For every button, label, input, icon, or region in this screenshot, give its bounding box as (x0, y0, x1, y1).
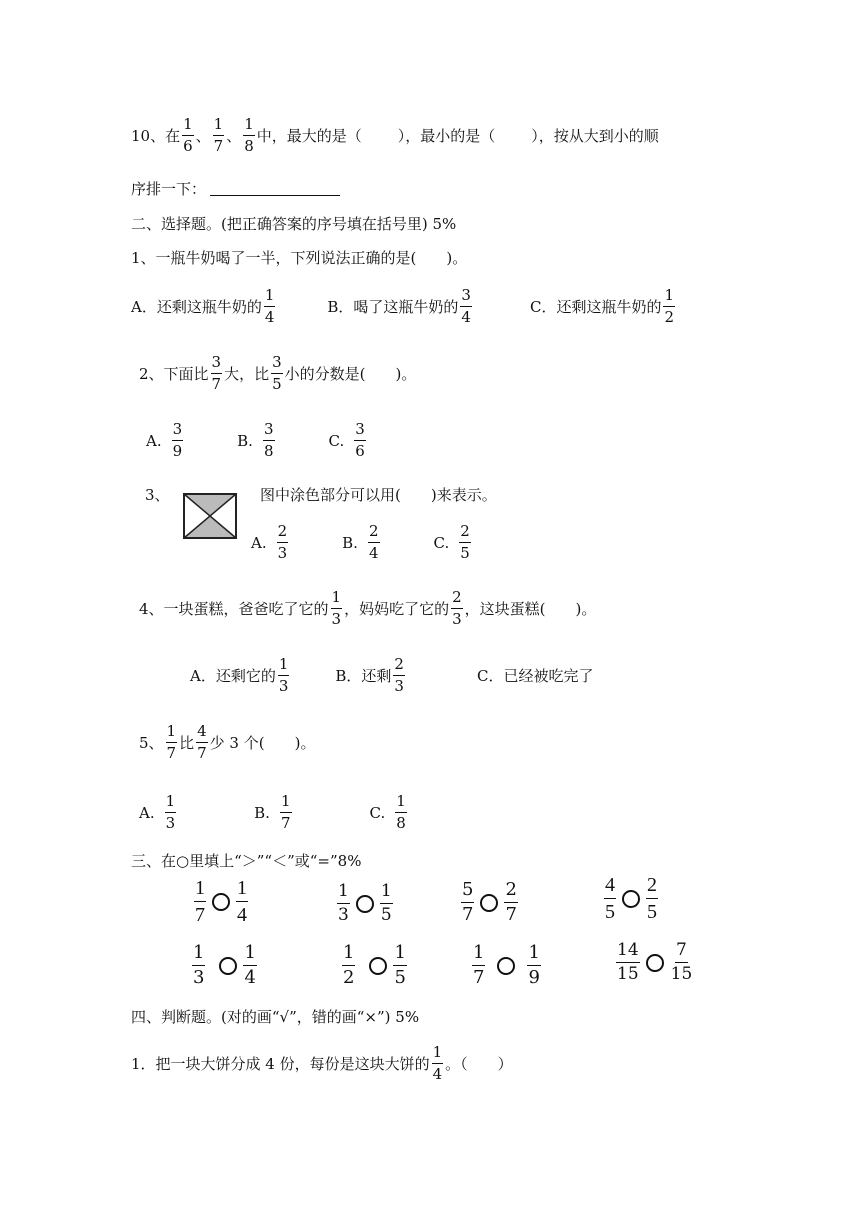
compare-circle[interactable] (219, 957, 237, 975)
q3-number: 3、 (145, 486, 170, 504)
fraction: $\frac{1}{6}$ (183, 115, 193, 155)
compare-item: $\frac{1}{7}$ $\frac{1}{4}$ (195, 877, 247, 926)
fraction: $\frac{3}{4}$ (461, 286, 471, 326)
compare-item: $\frac{1}{2}$ $\frac{1}{5}$ (343, 942, 406, 988)
q5-stem: 5、 $\frac{1}{7}$ 比 $\frac{4}{7}$ 少 3 个( )。 (139, 722, 316, 762)
compare-circle[interactable] (497, 957, 515, 975)
judge-q1: 1．把一块大饼分成 4 份，每份是这块大饼的 $\frac{1}{4}$ 。（ ） (131, 1043, 513, 1083)
q4-stem: 4、一块蛋糕，爸爸吃了它的 $\frac{1}{3}$ ，妈妈吃了它的 $\frac{2}{3}$ ，这块蛋糕( )。 (139, 588, 597, 628)
compare-item: $\frac{4}{5}$ $\frac{2}{5}$ (605, 874, 657, 923)
compare-item: $\frac{1}{3}$ $\frac{1}{5}$ (338, 881, 392, 925)
fraction: $\frac{1}{4}$ (432, 1043, 443, 1083)
compare-circle[interactable] (356, 895, 374, 913)
shaded-square-figure (183, 493, 237, 539)
answer-blank[interactable] (210, 181, 340, 196)
fraction: $\frac{3}{9}$ (172, 420, 183, 460)
fraction: $\frac{1}{3}$ (331, 588, 342, 628)
compare-circle[interactable] (480, 894, 498, 912)
fraction: $\frac{3}{5}$ (272, 353, 282, 393)
fraction: $\frac{1}{4}$ (264, 286, 275, 326)
compare-item: $\frac{5}{7}$ $\frac{2}{7}$ (462, 879, 517, 925)
compare-item: $\frac{1}{7}$ $\frac{1}{9}$ (473, 942, 540, 988)
fraction: $\frac{1}{7}$ (280, 792, 291, 832)
compare-circle[interactable] (646, 954, 664, 972)
fraction: $\frac{2}{3}$ (452, 588, 462, 628)
q4-options: A．还剩它的 $\frac{1}{3}$ B．还剩 $\frac{2}{3}$ C．已经被吃完了 (190, 655, 594, 695)
question-stem: 1、一瓶牛奶喝了一半，下列说法正确的是( )。 (131, 249, 468, 267)
compare-item: $\frac{1}{3}$ $\frac{1}{4}$ (193, 942, 256, 988)
fraction: $\frac{1}{7}$ (213, 115, 224, 155)
compare-circle[interactable] (622, 890, 640, 908)
fraction: $\frac{3}{7}$ (211, 353, 222, 393)
fraction: $\frac{1}{3}$ (278, 655, 289, 695)
fraction: $\frac{4}{7}$ (197, 722, 207, 762)
fraction: $\frac{1}{2}$ (664, 286, 674, 326)
fraction: $\frac{2}{5}$ (460, 522, 470, 562)
q2-options: A. $\frac{3}{9}$ B. $\frac{3}{8}$ C. $\frac{3}{6}$ (146, 420, 365, 460)
compare-circle[interactable] (369, 957, 387, 975)
fraction: $\frac{2}{4}$ (368, 522, 379, 562)
q10-line2: 序排一下： (131, 178, 340, 199)
fraction: $\frac{1}{8}$ (244, 115, 254, 155)
fraction: $\frac{3}{8}$ (263, 420, 274, 460)
q5-options: A. $\frac{1}{3}$ B. $\frac{1}{7}$ C. $\frac{1}{8}$ (139, 792, 406, 832)
fraction: $\frac{1}{8}$ (396, 792, 406, 832)
fraction: $\frac{3}{6}$ (355, 420, 365, 460)
q1-options: A．还剩这瓶牛奶的 $\frac{1}{4}$ B．喝了这瓶牛奶的 $\frac{3}{4}$ C．还剩这瓶牛奶的 $\frac{1}{2}$ (131, 286, 674, 326)
fraction: $\frac{2}{3}$ (394, 655, 404, 695)
fraction: $\frac{1}{3}$ (165, 792, 176, 832)
fraction: $\frac{1}{7}$ (166, 722, 177, 762)
fraction: $\frac{2}{3}$ (277, 522, 288, 562)
compare-item: $\frac{14}{15}$ $\frac{7}{15}$ (617, 940, 693, 984)
q2-stem: 2、下面比 $\frac{3}{7}$ 大，比 $\frac{3}{5}$ 小的分数是( )。 (139, 353, 417, 393)
compare-circle[interactable] (212, 893, 230, 911)
section-title: 二、选择题。(把正确答案的序号填在括号里) 5% (131, 215, 457, 233)
q3-stem: 图中涂色部分可以用( )来表示。 (260, 486, 497, 504)
q3-options: A. $\frac{2}{3}$ B. $\frac{2}{4}$ C. $\frac{2}{5}$ (251, 522, 470, 562)
section-title: 四、判断题。(对的画“√”，错的画“×”) 5% (131, 1008, 420, 1026)
section-title: 三、在○里填上“＞”“＜”或“=”8% (131, 852, 362, 870)
q10-line1: 10、在 $\frac{1}{6}$ 、 $\frac{1}{7}$ 、 $\frac{1}{8}$ 中，最大的是（ ），最小的是（ ），按从大到小的顺 (131, 115, 659, 155)
